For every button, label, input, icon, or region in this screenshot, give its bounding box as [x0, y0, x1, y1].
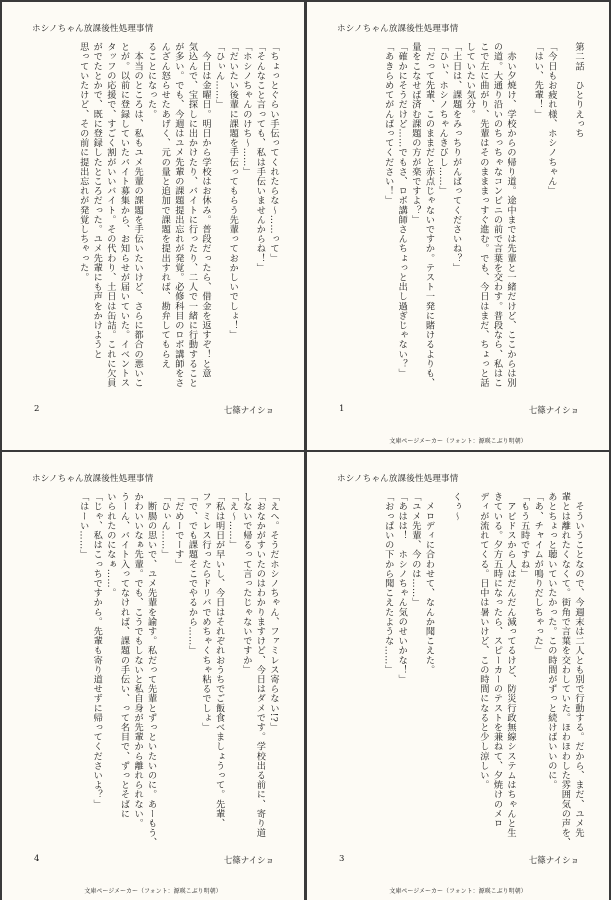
- author-name: 七篠ナイショ: [223, 406, 274, 416]
- author-name: 七篠ナイショ: [528, 406, 579, 416]
- footer-credit: 文庫ページメーカー（フォント：源暎こぶり明朝）: [307, 884, 609, 900]
- page-body-text: そういうことなので、今週末は二人とも別で行動する。だから、まだ、ユメ先 輩とは離れたくなくて。街角で言葉を交わしていた。ほわほわした雰囲気の声を、 あとちょっと聴いていたかった。この時間がずっと続けばいいのに。 「あ、チャイムが鳴りだしちゃった」 「もう五時ですね」 アビドスから人はだんだん減ってるけど、防災行政無線システムはちゃんと生 きている。夕方五時になったら、スピーカーのテストを兼ねて、夕焼けのメロ ディが流れてくる。日中は暑いけど、この時間になると少し涼しい。 くぅ～ メロディに合わせて、なんか聞こえた。 「ユメ先輩、今のは……」 「あはは！ ホシノちゃん気のせいかな！」 「おっぱいの下から聞こえたような……」: [382, 492, 584, 848]
- page-body-text: 「ちょっとぐらい手伝ってくれたらな～……って」 「そんなこと言っても、私は手伝いませんからね！」 「ホシノちゃんのけち～……」 「だいたい後輩に課題を手伝ってもらう先輩っておかしいでしょ！」 「ひぃん……」 今日は金曜日。明日から学校はお休み。普段だったら、借金を返すぞ！と意 気込んで、宝探しに出かけたり、バイトに行ったり、二人で一緒に行動すること が多い。でも、今週はユメ先輩の課題提出忘れが発覚。必修科目のロボ講師をさ んざん怒らせたあげく、元の量と追加で課題を提出すれば、勘弁してもらえ ることになった。 本当のところは、私もユメ先輩の課題を手伝いたいけど、さらに都合の悪いこ とが。以前に登録していたバイト募集から、お知らせが届いていた。イベントス タッフの応援で、すごく割がいいバイト。その代わり、土日は缶詰。これに欠員 がでたとかで、既に登録したところだった。ユメ先輩にも声をかけようと 思っていたけど、その前に提出忘れが発覚しちゃった。: [77, 42, 279, 388]
- page-body-text: 第二話 ひとりえっち 「今日もお疲れ様、ホシノちゃん」 「はい、先輩！」 赤い夕焼け、学校からの帰り道。途中までは先輩と一緒だけど、ここからは別 の道。大通り沿いのちっちゃなコンビニの前で言葉を交わす。普段なら、私はこ こで左に曲がり、先輩はそのまままっすぐ進む。でも、今日はまだ、ちょっと話 していたい気分。 「土日は、課題をみっちりがんばってくださいね？」 「ひぃ、ホシノちゃんきびし……」 「だって先輩、このままだと赤点じゃないですか。テスト一発に賭けるよりも、 量をこなせば済む課題の方が楽ですよ？」 「確かにそうだけど……でもさ、ロボ講師さんちょっと出し過ぎじゃない？」 「あきらめてがんばってください！」: [382, 42, 584, 388]
- page-number: 3: [339, 854, 345, 864]
- page-number: 1: [339, 404, 345, 414]
- running-header: ホシノちゃん放課後性処理事情: [337, 24, 459, 34]
- footer-credit: 文庫ページメーカー（フォント：源暎こぶり明朝）: [2, 884, 304, 900]
- page-number: 4: [34, 854, 40, 864]
- running-header: ホシノちゃん放課後性処理事情: [337, 474, 459, 484]
- page-2: [2, 2, 304, 434]
- page-number: 2: [34, 404, 40, 414]
- running-header: ホシノちゃん放課後性処理事情: [32, 24, 154, 34]
- page-4: [2, 452, 304, 884]
- author-name: 七篠ナイショ: [528, 856, 579, 866]
- footer-credit: 文庫ページメーカー（フォント：源暎こぶり明朝）: [307, 434, 609, 450]
- page-body-text: 「えへ。そうだホシノちゃん、ファミレス寄らない!?」 「おなかがすいたのはわかりますけど、今日はダメです。学校出る前に、寄り道 しないで帰るって言ったじゃないですか」 「え～……」 「私は明日が早いし、今日はそれぞれおうちでご飯食べましょうって。先輩、 ファミレス行ったらドリバでめちゃくちゃ粘るでしょ」 「で、でも課題そこでやるから……」 「だめーでーす」 「ひぃん……」 断腸の思いで、ユメ先輩を諭す。私だって先輩とずっといたいのに。あーもう、 かわいいなぁ先輩。でも、こうでもしないと私自身が先輩から離れられない。 うーん、バイト入ってなければ、課題の手伝い、って名目で、ずっとそばに いられたのになぁ……。 「じゃ、私はこっちですから。先輩も寄り道せずに帰ってくださいよ？」 「はーい……」: [77, 492, 279, 848]
- running-header: ホシノちゃん放課後性処理事情: [32, 474, 154, 484]
- page-3: [307, 452, 609, 884]
- page-1: [307, 2, 609, 434]
- footer-strip: [2, 434, 304, 450]
- author-name: 七篠ナイショ: [223, 856, 274, 866]
